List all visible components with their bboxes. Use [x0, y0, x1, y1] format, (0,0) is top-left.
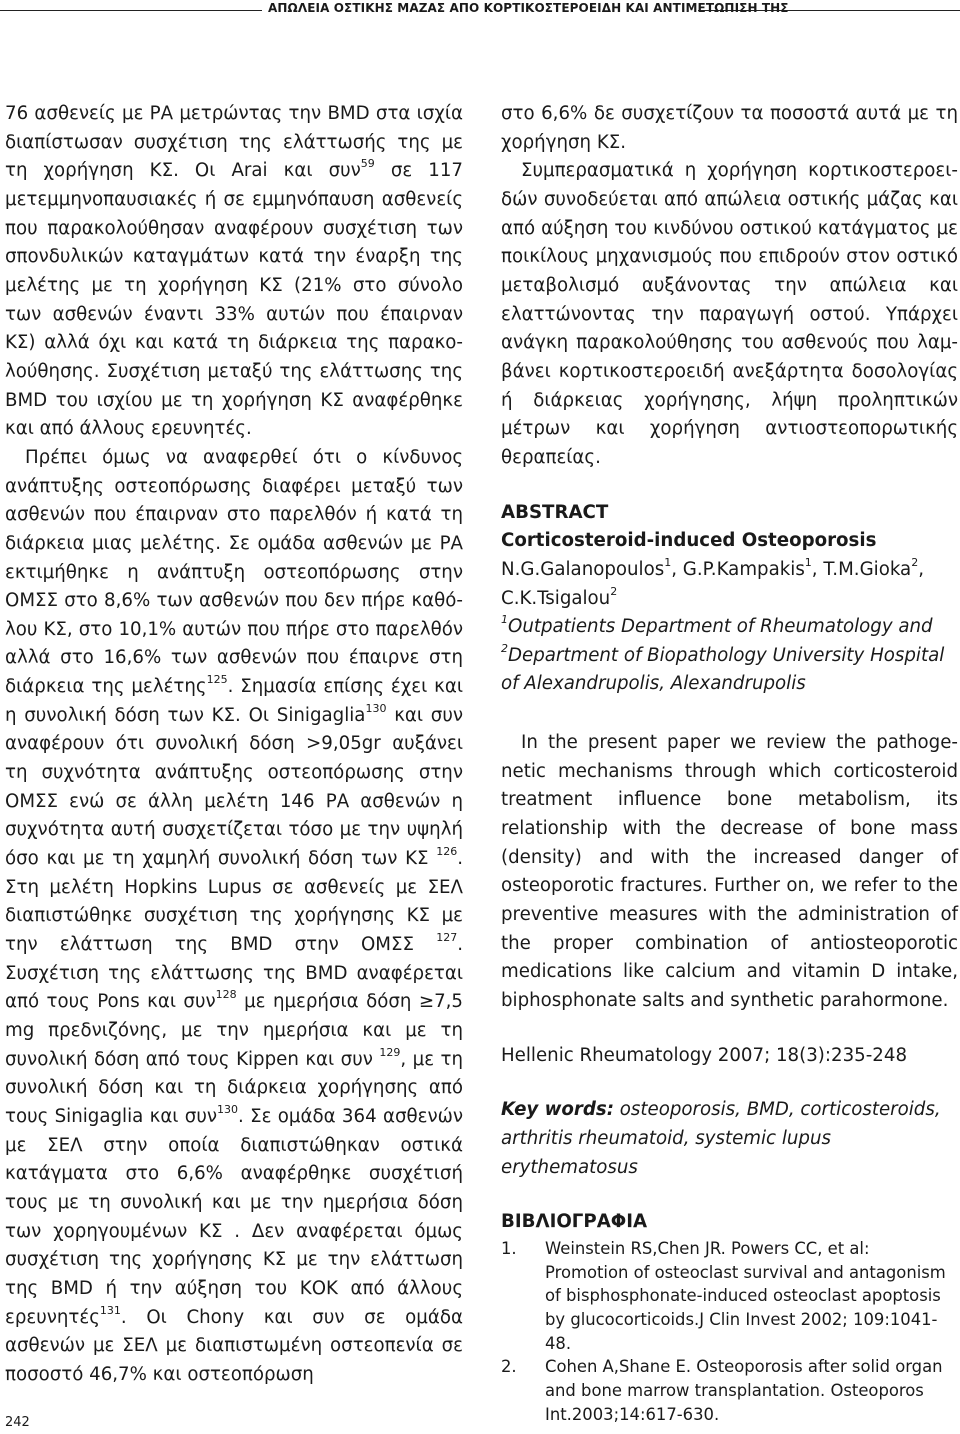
reference-item	[501, 1355, 958, 1426]
right-column	[501, 100, 958, 1427]
ref-sup: 130	[217, 1102, 239, 1116]
paragraph	[5, 100, 463, 444]
text-run: . Σημασία επίσης έχει και η συνολική δόση των ΚΣ. Οι Sinigaglia	[5, 676, 463, 726]
text-run: με ημερήσια δόση	[236, 991, 419, 1013]
affiliation-sup: 2	[501, 641, 508, 655]
abstract-heading: ABSTRACT	[501, 501, 609, 523]
author: , G.P.Kampakis	[671, 558, 805, 580]
running-header	[0, 0, 960, 20]
abstract-body: In the present paper we review the pathogenetic mechanisms through which corticosteroid treatment influence bone metabolism, its relationship with the decrease of bone mass (density) and with the increased danger of osteoporotic fractures. Further on, we refer to the preventive measures with the administration of the proper combination of antiosteoporotic medications like calcium and vitamin D intake, biphosphonate salts and synthetic parahormone.	[501, 732, 958, 1012]
affiliation-text: Department of Biopathology University Hospital of Alexandrupolis, Alexandrupolis	[501, 644, 945, 695]
author-sup: 1	[664, 555, 672, 569]
text-run: σε 117 μετεμμηνοπαυσιακές ή σε εμμηνόπαυση ασθενείς που παρακολούθησαν αναφέρουν συσχέτιση των σπονδυλικών καταγμάτων κατά την έναρξη της μελέτης με τη χορήγηση ΚΣ (21% στο σύνολο των ασθενών έναντι 33% αυτών που έπαιρναν ΚΣ) αλλά όχι και κατά τη διάρκεια της παρακολούθησης. Συσχέτιση μεταξύ της ελάττωσης της BMD του ισχίου με τη χορήγηση ΚΣ αναφέρθηκε και από άλλους ερευνητές.	[5, 160, 464, 440]
paragraph: στο 6,6% δε συσχετίζουν τα ποσοστά αυτά με τη χορήγηση ΚΣ.	[501, 103, 958, 153]
page-number: 242	[5, 1415, 30, 1430]
text-run: , με τη συνολική δόση και τη διάρκεια χορήγησης από τους Sinigaglia και συν	[5, 1048, 463, 1127]
ref-sup: 127	[436, 931, 458, 945]
header-rule-left	[0, 10, 262, 11]
ref-sup: 128	[215, 988, 237, 1002]
keywords	[501, 1096, 958, 1182]
reference-item	[501, 1237, 958, 1356]
affiliation-text: Outpatients Department of Rheumatology and	[508, 616, 933, 638]
ref-sup: 126	[436, 845, 458, 859]
affiliation	[501, 642, 958, 699]
author: N.G.Galanopoulos	[501, 558, 665, 580]
keywords-label: Key words:	[501, 1099, 615, 1121]
author-sup: 2	[911, 555, 919, 569]
author: , C.K.Tsigalou	[501, 558, 924, 609]
text-run: Πρέπει όμως να αναφερθεί ότι ο κίνδυνος ανάπτυξης οστεοπόρωσης διαφέρει μεταξύ των ασθενών που έπαιρναν στο παρελθόν ή κατά τη διάρκεια μιας μελέτης. Σε ομάδα ασθενών με ΡΑ εκτιμήθηκε η ανάπτυξη οστεοπόρωσης στην ΟΜΣΣ στο 8,6% των ασθενών που δεν πήρε καθόλου ΚΣ, στο 10,1% αυτών που πήρε στο παρελθόν αλλά στο 16,6% των ασθενών που έπαιρνε στη διάρκεια της μελέτης	[5, 446, 463, 698]
spacer	[501, 699, 958, 729]
text-run: . Οι Chony και συν σε ομάδα ασθενών με ΣΕΛ με διαπιστωμένη οστεοπενία σε ποσοστό 46,7% και οστεοπόρωση	[5, 1306, 463, 1385]
bibliography-heading: ΒΙΒΛΙΟΓΡΑΦΙΑ	[501, 1211, 648, 1233]
text-run: . Σε ομάδα 364 ασθενών με ΣΕΛ στην οποία διαπιστώθηκαν οστικά κατάγματα στο 6,6% αναφέρθηκε συσχέτισή τους με τη συνολική και με την ημερήσια δόση των χορηγουμένων ΚΣ . Δεν αναφέρεται όμως συσχέτιση της χορήγησης ΚΣ με την ελάττωση της BMD ή την αύξηση του ΚΟΚ από άλλους ερευνητές	[5, 1105, 463, 1328]
running-header-title: ΑΠΩΛΕΙΑ ΟΣΤΙΚΗΣ ΜΑΖΑΣ ΑΠΟ ΚΟΡΤΙΚΟΣΤΕΡΟΕΙΔΗ ΚΑΙ ΑΝΤΙΜΕΤΩΠΙΣΗ ΤΗΣ	[268, 1, 789, 15]
reference-number: 1.	[501, 1238, 517, 1258]
affiliation	[501, 613, 958, 642]
author-sup: 1	[804, 555, 812, 569]
affiliation-sup: 1	[501, 613, 508, 627]
ref-sup: 129	[379, 1045, 401, 1059]
author: , T.M.Gioka	[811, 558, 912, 580]
text-run: και συν αναφέρουν ότι συνολική δόση >9,05gr αυξάνει τη συχνότητα ανάπτυξης οστεοπόρωσης στην ΟΜΣΣ ενώ σε άλλη μελέτη 146 ΡΑ ασθενών η συχνότητα αυτή συσχετίζεται τόσο με την υψηλή όσο και με τη χαμηλή συνολική δόση των ΚΣ	[5, 704, 464, 870]
paragraph: Συμπερασματικά η χορήγηση κορτικοστεροειδών συνοδεύεται από απώλεια οστικής μάζας και από αύξηση του κινδύνου οστικού κατάγματος με ποικίλους μηχανισμούς που επιδρούν στον οστικό μεταβολισμό αυξάνοντας την απώλεια και ελαττώνοντας την παραγωγή οστού. Υπάρχει ανάγκη παρακολούθησης του ασθενούς που λαμβάνει κορτικοστεροειδή ανεξάρτητα δοσολογίας ή διάρκειας χορήγησης, λήψη προληπτικών μέτρων και χορήγηση αντιοστεοπορωτικής θεραπείας.	[501, 160, 958, 468]
reference-number: 2.	[501, 1357, 517, 1377]
text-run: . Στη μελέτη Hopkins Lupus σε ασθενείς με ΣΕΛ διαπιστώθηκε συσχέτιση της χορήγησης ΚΣ με την ελάττωση της BMD στην ΟΜΣΣ	[5, 848, 463, 956]
abstract-title: Corticosteroid-induced Osteoporosis	[501, 530, 877, 552]
keywords-text: osteoporosis, BMD, corticosteroids, arthritis rheumatoid, systemic lupus erythematosus	[501, 1099, 941, 1178]
text-run: πρεδνιζόνης, με την ημερήσια και με τη συνολική δόση από τους Kippen και συν	[5, 1020, 463, 1070]
dose-text: ≥7,5 mg	[5, 991, 463, 1041]
ref-sup: 59	[360, 157, 375, 171]
text-run: . Συσχέτιση της ελάττωσης της BMD αναφέρεται από τους Pons και συν	[5, 934, 463, 1013]
ref-sup: 131	[99, 1303, 121, 1317]
ref-sup: 130	[365, 701, 387, 715]
author-sup: 2	[610, 584, 618, 598]
header-rule-right	[698, 10, 960, 11]
citation: Hellenic Rheumatology 2007; 18(3):235-248	[501, 1044, 908, 1066]
authors	[501, 556, 958, 613]
text-run: 76 ασθενείς με ΡΑ μετρώντας την BMD στα ισχία διαπίστωσαν συσχέτιση της ελάττωσής της με τη χορήγηση ΚΣ. Οι Arai και συν	[5, 103, 463, 182]
reference-text: Weinstein RS,Chen JR. Powers CC, et al: Promotion of osteoclast survival and antagonism of bisphosphonate-induced osteoclast apoptosis by glucocorticoids.J Clin Invest 2002; 109:1041-48.	[545, 1238, 946, 1353]
ref-sup: 125	[206, 673, 228, 687]
left-column	[5, 100, 463, 1390]
reference-text: Cohen A,Shane E. Osteoporosis after solid organ and bone marrow transplantation. Osteoporos Int.2003;14:617-630.	[545, 1357, 943, 1424]
paragraph	[5, 444, 463, 1390]
